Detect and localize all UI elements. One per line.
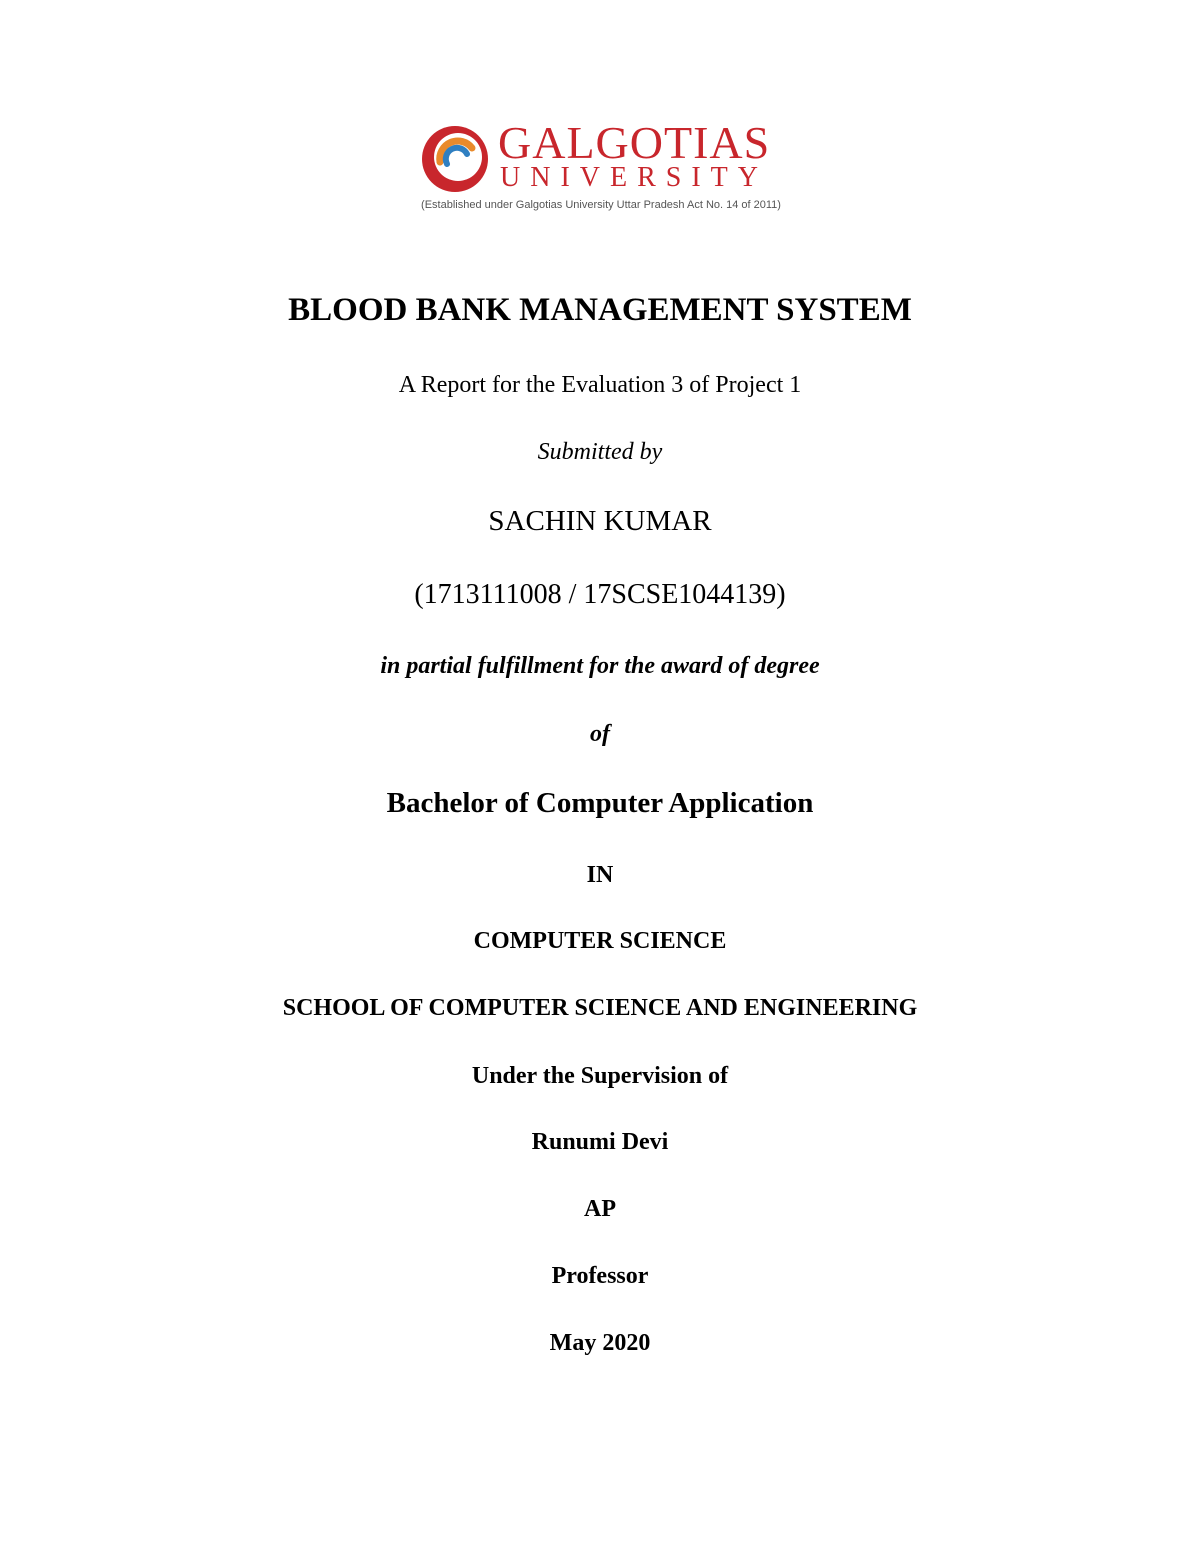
supervisor-designation: AP [584,1196,616,1222]
galgotias-logo-mark-icon [420,124,490,194]
report-title: BLOOD BANK MANAGEMENT SYSTEM [288,292,912,328]
submission-date: May 2020 [549,1330,651,1356]
degree-name: Bachelor of Computer Application [386,787,814,819]
partial-fulfillment-text: in partial fulfillment for the award of degree [380,653,820,679]
student-ids: (1713111008 / 17SCSE1044139) [414,579,786,610]
logo-established-note: (Established under Galgotias University Uttar Pradesh Act No. 14 of 2011) [421,199,781,211]
submitted-by-label: Submitted by [537,439,663,465]
supervision-label: Under the Supervision of [471,1063,729,1089]
in-text: IN [586,862,614,888]
report-purpose: A Report for the Evaluation 3 of Project 1 [398,372,802,398]
student-name: SACHIN KUMAR [488,505,712,537]
of-text: of [590,721,610,747]
university-logo [420,117,782,220]
school-name: SCHOOL OF COMPUTER SCIENCE AND ENGINEERING [282,995,918,1021]
supervisor-name: Runumi Devi [531,1129,669,1155]
supervisor-role: Professor [551,1263,649,1289]
logo-wordmark: GALGOTIAS [498,117,771,168]
discipline-name: COMPUTER SCIENCE [473,928,727,954]
logo-subtitle: UNIVERSITY [500,162,768,193]
